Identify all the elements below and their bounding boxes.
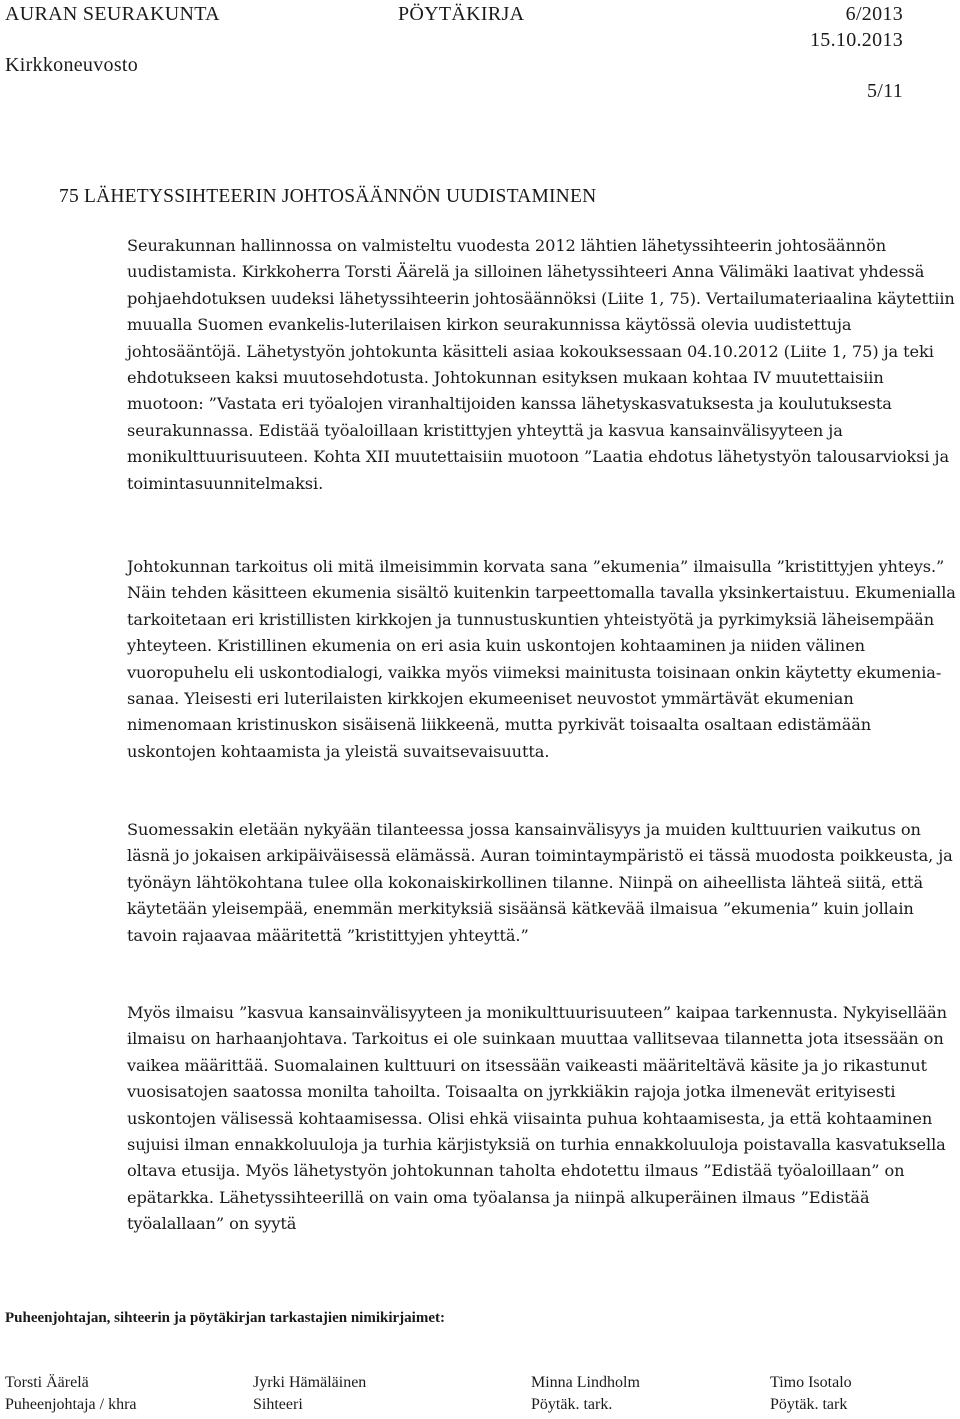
- paragraph-1: Seurakunnan hallinnossa on valmisteltu vuodesta 2012 lähtien lähetyssihteerin johtosäännön uudistamista. Kirkkoherra Torsti Äärelä ja silloinen lähetyssihteeri Anna Välimäki laativat yhdessä pohjaehdotuksen uudeksi lähetyssihteerin johtosäännöksi (Liite 1, 75). Vertailumateriaalina käytettiin muualla Suomen evankelis-luterilaisen kirkon seurakunnissa käytössä olevia uudistettuja johtosääntöjä. Lähetystyön johtokunta käsitteli asiaa kokouksessaan 04.10.2012 (Liite 1, 75) ja teki ehdotukseen kaksi muutosehdotusta. Johtokunnan esityksen mukaan kohtaa IV muutettaisiin muotoon: ”Vastata eri työalojen viranhaltijoiden kanssa lähetyskasvatuksesta ja koulutuksesta seurakunnassa. Edistää työaloillaan kristittyjen yhteyttä ja kasvua kansainvälisyyteen ja monikulttuurisuuteen. Kohta XII muutettaisiin muotoon ”Laatia ehdotus lähetystyön talousarvioksi ja toimintasuunnitelmaksi.: [127, 236, 955, 493]
- signatory-role: Pöytäk. tark.: [531, 1396, 613, 1413]
- signatory-name: Timo Isotalo: [770, 1374, 852, 1391]
- signatory-role: Pöytäk. tark: [770, 1396, 848, 1413]
- paragraph-2: Johtokunnan tarkoitus oli mitä ilmeisimmin korvata sana ”ekumenia” ilmaisulla ”kristittyjen yhteys.” Näin tehden käsitteen ekumenia sisältö kuitenkin tarpeettomalla tavalla yksinkertaistuu. Ekumenialla tarkoitetaan eri kristillisten kirkkojen ja tunnustuskuntien yhteistyötä ja pyrkimyksiä läheisempään yhteyteen. Kristillinen ekumenia on eri asia kuin uskontojen kohtaaminen ja niiden välinen vuoropuhelu eli uskontodialogi, vaikka myös viimeksi mainitusta toisinaan onkin käytetty ekumenia-sanaa. Yleisesti eri luterilaisten kirkkojen ekumeeniset neuvostot ymmärtävät ekumenian nimenomaan kristinuskon sisäisenä liikkeenä, mutta pyrkivät toisaalta osaltaan edistämään uskontojen kohtaamista ja yleistä suvaitsevaisuutta.: [127, 557, 956, 761]
- page-number: 5/11: [866, 80, 903, 102]
- paragraph-3: Suomessakin eletään nykyään tilanteessa jossa kansainvälisyys ja muiden kulttuurien vaikutus on läsnä jo jokaisen arkipäiväisessä elämässä. Auran toimintaympäristö ei tässä muodosta poikkeusta, ja työnäyn lähtökohtana tulee olla kokonaiskirkollinen tilanne. Niinpä on aiheellista lähteä siitä, että käytetään yleisempää, enemmän merkityksiä sisäänsä kätkevää ilmaisua ”ekumenia” kuin jollain tavoin rajaavaa määritettä ”kristittyjen yhteyttä.”: [127, 820, 953, 945]
- document-type: PÖYTÄKIRJA: [398, 3, 525, 25]
- document-number: 6/2013: [845, 3, 903, 25]
- initials-label: Puheenjohtajan, sihteerin ja pöytäkirjan tarkastajien nimikirjaimet:: [5, 1310, 445, 1326]
- meeting-date: 15.10.2013: [810, 29, 903, 51]
- paragraph-4: Myös ilmaisu ”kasvua kansainvälisyyteen ja monikulttuurisuuteen” kaipaa tarkennusta. Nykyisellään ilmaisu on harhaanjohtava. Tarkoitus ei ole suinkaan muuttaa vallitsevaa tilannetta jota itsessään on vaikea määrittää. Suomalainen kulttuuri on itsessään vaikeasti määriteltävä käsite ja jo rikastunut vuosisatojen saatossa monilta tahoilta. Toisaalta on jyrkkiäkin rajoja jotka ilmenevät erityisesti uskontojen välisessä kohtaamisessa. Olisi ehkä viisainta puhua kohtaamisesta, ja että kohtaaminen sujuisi ilman ennakkoluuloja ja turhia kärjistyksiä on turhia ennakkoluuloja poistavalla kasvatuksella oltava etusija. Myös lähetystyön johtokunnan taholta ehdotettu ilmaus ”Edistää työaloillaan” on epätarkka. Lähetyssihteerillä on vain oma työalansa ja niinpä alkuperäinen ilmaus ”Edistää työalallaan” on syytä: [127, 1003, 948, 1234]
- governing-body: Kirkkoneuvosto: [5, 54, 139, 76]
- parish-name: AURAN SEURAKUNTA: [5, 3, 220, 25]
- signatory-role: Puheenjohtaja / khra: [5, 1396, 137, 1413]
- signatory-name: Torsti Äärelä: [5, 1374, 89, 1391]
- signatory-role: Sihteeri: [253, 1396, 303, 1413]
- signatory-name: Minna Lindholm: [531, 1374, 640, 1391]
- section-title: 75 LÄHETYSSIHTEERIN JOHTOSÄÄNNÖN UUDISTAMINEN: [59, 186, 597, 207]
- signatory-name: Jyrki Hämäläinen: [253, 1374, 367, 1391]
